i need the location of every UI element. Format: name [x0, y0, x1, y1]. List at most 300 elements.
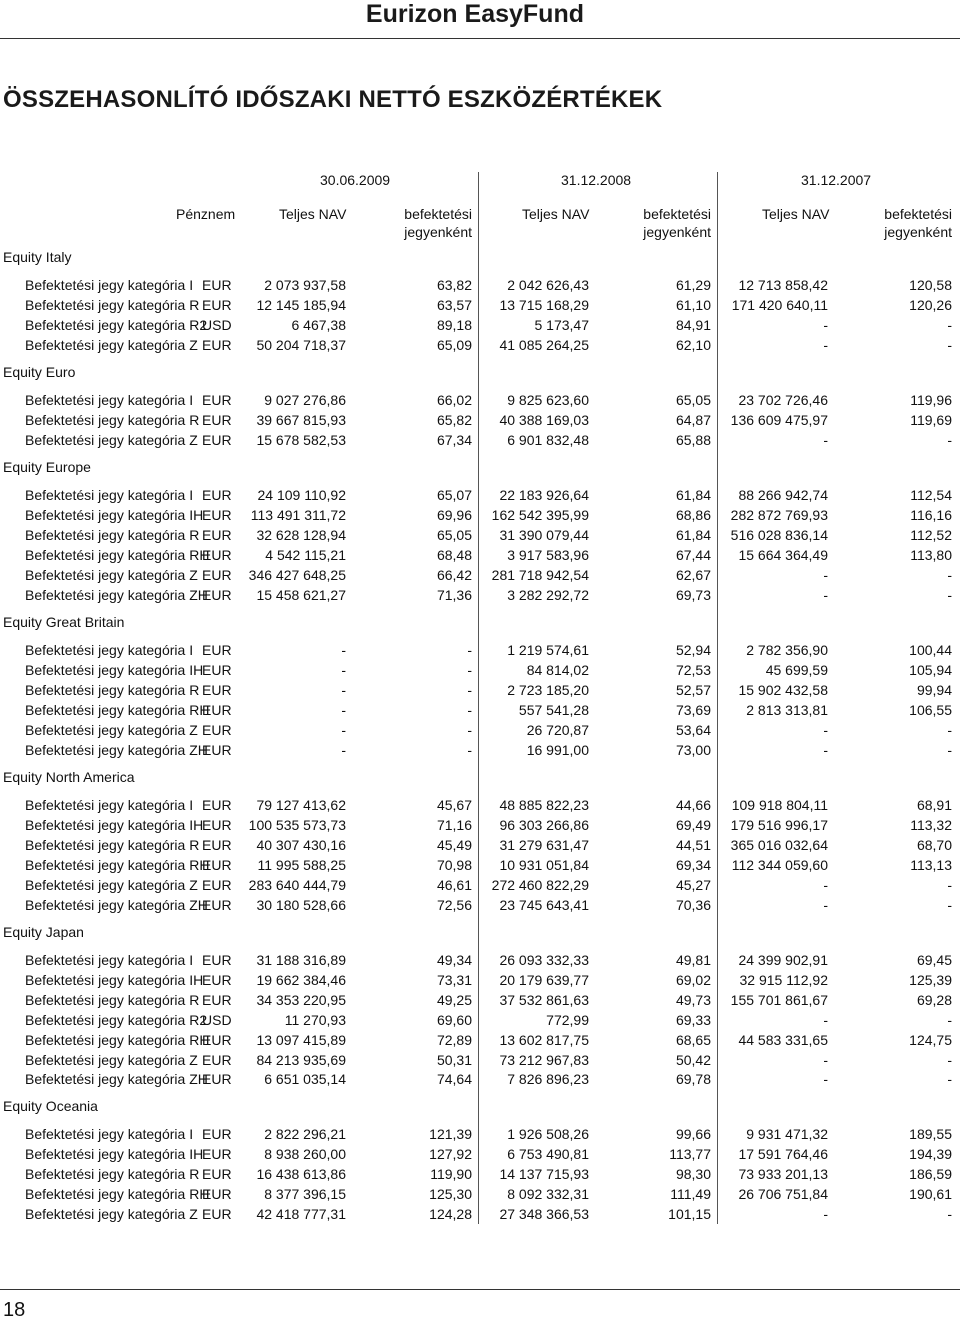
cell-unit-2009: 89,18 [436, 316, 472, 333]
cell-nav-2009: 13 097 415,89 [256, 1031, 346, 1048]
cell-unit-2008: 62,10 [675, 336, 711, 353]
cell-unit-2008: 61,29 [675, 277, 711, 293]
cell-nav-2007: 2 782 356,90 [746, 642, 828, 658]
cell-unit-2007: 113,32 [910, 816, 952, 833]
cell-nav-2009: - [341, 701, 346, 718]
cell-nav-2009: 2 073 937,58 [264, 277, 346, 293]
cell-unit-2009: 65,09 [436, 336, 472, 353]
cell-currency: USD [202, 1011, 232, 1028]
cell-nav-2009: 12 145 185,94 [256, 296, 346, 313]
cell-nav-2008: 14 137 715,93 [499, 1165, 589, 1182]
cell-nav-2008: 6 901 832,48 [507, 431, 589, 448]
cell-currency: EUR [202, 1051, 232, 1068]
cell-nav-2008: 37 532 861,63 [499, 991, 589, 1008]
cell-unit-2008: 72,53 [675, 661, 711, 678]
cell-currency: EUR [202, 296, 232, 313]
col-header-nav-2007: Teljes NAV [762, 206, 830, 222]
cell-unit-2009: 71,16 [436, 816, 472, 833]
cell-category: Befektetési jegy kategória I [25, 1126, 194, 1142]
cell-nav-2008: 557 541,28 [518, 701, 589, 718]
cell-nav-2008: 23 745 643,41 [499, 896, 589, 913]
cell-currency: EUR [202, 701, 232, 718]
cell-category: Befektetési jegy kategória ZH [25, 741, 208, 758]
cell-unit-2009: 66,42 [436, 566, 472, 583]
cell-unit-2007: - [947, 741, 952, 758]
cell-nav-2009: 6 651 035,14 [264, 1071, 346, 1088]
cell-currency: EUR [202, 411, 232, 428]
cell-unit-2009: 63,82 [436, 277, 472, 293]
cell-currency: EUR [202, 661, 232, 678]
cell-nav-2009: 11 995 588,25 [257, 856, 346, 873]
unit-line1: befektetési [404, 206, 472, 222]
cell-unit-2007: 100,44 [909, 642, 952, 658]
cell-unit-2009: 46,61 [436, 876, 472, 893]
cell-nav-2009: 42 418 777,31 [256, 1205, 346, 1222]
cell-unit-2008: 65,88 [675, 431, 711, 448]
cell-unit-2007: 116,16 [910, 506, 952, 523]
cell-unit-2007: 68,91 [916, 797, 952, 813]
cell-category: Befektetési jegy kategória RH [25, 856, 210, 873]
cell-category: Befektetési jegy kategória R [25, 681, 200, 698]
cell-currency: EUR [202, 431, 232, 448]
cell-nav-2008: 31 390 079,44 [499, 526, 589, 543]
cell-unit-2009: 70,98 [436, 856, 472, 873]
cell-currency: EUR [202, 856, 232, 873]
cell-nav-2007: - [823, 1011, 828, 1028]
cell-nav-2008: 48 885 822,23 [499, 797, 589, 813]
cell-unit-2007: 189,55 [909, 1126, 952, 1142]
cell-unit-2009: - [467, 642, 472, 658]
cell-currency: EUR [202, 487, 232, 503]
cell-unit-2007: 124,75 [909, 1031, 952, 1048]
cell-nav-2008: 10 931 051,84 [499, 856, 589, 873]
cell-unit-2008: 69,34 [675, 856, 711, 873]
cell-unit-2009: 49,34 [436, 952, 472, 968]
cell-unit-2008: 73,00 [675, 741, 711, 758]
cell-unit-2007: - [947, 1205, 952, 1222]
cell-nav-2007: 88 266 942,74 [738, 487, 828, 503]
cell-category: Befektetési jegy kategória I [25, 952, 194, 968]
cell-unit-2009: 67,34 [436, 431, 472, 448]
cell-unit-2007: 68,70 [916, 836, 952, 853]
cell-nav-2007: - [823, 876, 828, 893]
cell-unit-2009: 50,31 [436, 1051, 472, 1068]
cell-nav-2008: 73 212 967,83 [499, 1051, 589, 1068]
cell-unit-2008: 64,87 [675, 411, 711, 428]
cell-nav-2008: 41 085 264,25 [499, 336, 589, 353]
cell-unit-2008: 69,33 [675, 1011, 711, 1028]
cell-unit-2008: 68,86 [675, 506, 711, 523]
cell-nav-2009: 8 377 396,15 [264, 1185, 346, 1202]
cell-unit-2008: 49,81 [675, 952, 711, 968]
cell-nav-2007: 365 016 032,64 [730, 836, 828, 853]
cell-nav-2009: 100 535 573,73 [248, 816, 346, 833]
cell-currency: EUR [202, 526, 232, 543]
cell-currency: EUR [202, 1165, 232, 1182]
cell-unit-2007: - [947, 721, 952, 738]
cell-unit-2007: 106,55 [909, 701, 952, 718]
cell-unit-2008: 113,77 [669, 1145, 711, 1162]
cell-nav-2008: 1 926 508,26 [507, 1126, 589, 1142]
cell-nav-2007: 44 583 331,65 [738, 1031, 828, 1048]
cell-nav-2008: 13 602 817,75 [499, 1031, 589, 1048]
cell-nav-2008: 27 348 366,53 [499, 1205, 589, 1222]
cell-category: Befektetési jegy kategória Z [25, 1051, 198, 1068]
page-title: ÖSSZEHASONLÍTÓ IDŐSZAKI NETTÓ ESZKÖZÉRTÉKEK [3, 86, 663, 113]
cell-category: Befektetési jegy kategória RH [25, 701, 210, 718]
cell-unit-2008: 69,02 [675, 971, 711, 988]
cell-category: Befektetési jegy kategória IH [25, 661, 204, 678]
cell-currency: EUR [202, 721, 232, 738]
cell-category: Befektetési jegy kategória R [25, 991, 200, 1008]
cell-unit-2007: - [947, 566, 952, 583]
cell-nav-2007: 179 516 996,17 [730, 816, 828, 833]
cell-nav-2009: - [341, 741, 346, 758]
cell-category: Befektetési jegy kategória I [25, 642, 194, 658]
cell-category: Befektetési jegy kategória IH [25, 506, 204, 523]
cell-nav-2009: 113 491 311,72 [250, 506, 346, 523]
cell-nav-2009: 15 678 582,53 [256, 431, 346, 448]
cell-unit-2009: 63,57 [436, 296, 472, 313]
cell-currency: EUR [202, 392, 232, 408]
cell-nav-2007: 155 701 861,67 [730, 991, 828, 1008]
cell-nav-2008: 2 042 626,43 [507, 277, 589, 293]
cell-nav-2008: 40 388 169,03 [499, 411, 589, 428]
col-header-nav-2008: Teljes NAV [522, 206, 590, 222]
cell-unit-2009: - [467, 701, 472, 718]
cell-unit-2009: 121,39 [429, 1126, 472, 1142]
cell-unit-2008: 44,66 [675, 797, 711, 813]
cell-nav-2008: 5 173,47 [534, 316, 589, 333]
cell-unit-2007: - [947, 1071, 952, 1088]
cell-unit-2009: 74,64 [436, 1071, 472, 1088]
cell-unit-2009: 69,96 [436, 506, 472, 523]
cell-nav-2008: 84 814,02 [526, 661, 589, 678]
cell-category: Befektetési jegy kategória Z [25, 336, 198, 353]
cell-unit-2007: 113,80 [910, 546, 952, 563]
cell-category: Befektetési jegy kategória RH [25, 1185, 210, 1202]
cell-nav-2008: 16 991,00 [526, 741, 589, 758]
unit-line1: befektetési [643, 206, 711, 222]
cell-unit-2007: - [947, 896, 952, 913]
cell-unit-2007: - [947, 1051, 952, 1068]
column-divider [717, 172, 718, 1224]
cell-unit-2009: 65,07 [436, 487, 472, 503]
cell-nav-2009: 4 542 115,21 [265, 546, 346, 563]
cell-nav-2008: 2 723 185,20 [507, 681, 589, 698]
cell-nav-2009: 40 307 430,16 [256, 836, 346, 853]
cell-nav-2008: 3 282 292,72 [507, 586, 589, 603]
cell-nav-2008: 162 542 395,99 [491, 506, 589, 523]
col-header-nav-2009: Teljes NAV [279, 206, 347, 222]
cell-unit-2007: - [947, 876, 952, 893]
section-title: Equity North America [3, 769, 135, 785]
cell-unit-2007: 99,94 [916, 681, 952, 698]
cell-unit-2008: 52,57 [675, 681, 711, 698]
cell-category: Befektetési jegy kategória R2 [25, 1011, 208, 1028]
cell-nav-2009: 39 667 815,93 [256, 411, 346, 428]
cell-currency: EUR [202, 681, 232, 698]
cell-unit-2009: 45,49 [436, 836, 472, 853]
cell-nav-2008: 6 753 490,81 [507, 1145, 589, 1162]
cell-nav-2009: 30 180 528,66 [256, 896, 346, 913]
cell-nav-2009: - [341, 721, 346, 738]
page-number: 18 [3, 1299, 26, 1321]
unit-line2: jegyenként [404, 224, 472, 240]
cell-unit-2007: 120,26 [909, 296, 952, 313]
cell-nav-2007: - [823, 316, 828, 333]
cell-nav-2009: 283 640 444,79 [248, 876, 346, 893]
cell-nav-2009: 32 628 128,94 [256, 526, 346, 543]
cell-nav-2009: 79 127 413,62 [256, 797, 346, 813]
cell-category: Befektetési jegy kategória IH [25, 1145, 204, 1162]
cell-nav-2009: 31 188 316,89 [256, 952, 346, 968]
cell-nav-2009: 11 270,93 [284, 1011, 346, 1028]
cell-category: Befektetési jegy kategória R [25, 411, 200, 428]
date-2007: 31.12.2007 [801, 172, 872, 188]
cell-nav-2009: 346 427 648,25 [248, 566, 346, 583]
cell-currency: EUR [202, 876, 232, 893]
cell-unit-2009: 73,31 [436, 971, 472, 988]
cell-category: Befektetési jegy kategória I [25, 277, 194, 293]
cell-currency: EUR [202, 816, 232, 833]
col-header-currency: Pénznem [176, 206, 236, 222]
unit-line1: befektetési [884, 206, 952, 222]
cell-unit-2008: 69,49 [675, 816, 711, 833]
cell-nav-2007: - [823, 741, 828, 758]
cell-currency: EUR [202, 1031, 232, 1048]
cell-unit-2007: 120,58 [909, 277, 952, 293]
cell-unit-2007: 112,52 [910, 526, 952, 543]
cell-unit-2008: 52,94 [675, 642, 711, 658]
cell-unit-2008: 68,65 [675, 1031, 711, 1048]
column-divider [478, 172, 479, 1224]
cell-unit-2009: - [467, 681, 472, 698]
section-title: Equity Italy [3, 249, 72, 265]
cell-unit-2008: 69,78 [675, 1071, 711, 1088]
cell-unit-2009: 65,82 [436, 411, 472, 428]
cell-nav-2007: 73 933 201,13 [738, 1165, 828, 1182]
cell-unit-2008: 70,36 [675, 896, 711, 913]
cell-currency: EUR [202, 336, 232, 353]
cell-nav-2007: - [823, 586, 828, 603]
cell-nav-2007: 516 028 836,14 [730, 526, 828, 543]
cell-category: Befektetési jegy kategória R [25, 836, 200, 853]
unit-line2: jegyenként [643, 224, 711, 240]
cell-nav-2007: - [823, 1071, 828, 1088]
cell-nav-2007: 112 344 059,60 [731, 856, 828, 873]
cell-unit-2007: 113,13 [910, 856, 952, 873]
cell-unit-2007: 125,39 [909, 971, 952, 988]
cell-unit-2008: 61,84 [675, 487, 711, 503]
cell-unit-2008: 49,73 [675, 991, 711, 1008]
cell-category: Befektetési jegy kategória Z [25, 1205, 198, 1222]
header-divider [0, 38, 960, 39]
cell-currency: EUR [202, 952, 232, 968]
cell-category: Befektetési jegy kategória R [25, 1165, 200, 1182]
cell-unit-2008: 69,73 [675, 586, 711, 603]
cell-nav-2007: 32 915 112,92 [739, 971, 828, 988]
footer-divider [0, 1289, 960, 1290]
cell-nav-2007: - [823, 336, 828, 353]
cell-nav-2008: 272 460 822,29 [491, 876, 589, 893]
cell-nav-2009: 84 213 935,69 [256, 1051, 346, 1068]
cell-nav-2007: 136 609 475,97 [730, 411, 828, 428]
cell-currency: EUR [202, 1185, 232, 1202]
cell-unit-2009: 49,25 [436, 991, 472, 1008]
cell-category: Befektetési jegy kategória Z [25, 566, 198, 583]
cell-nav-2009: 50 204 718,37 [256, 336, 346, 353]
cell-nav-2009: - [341, 661, 346, 678]
cell-unit-2009: 69,60 [436, 1011, 472, 1028]
cell-unit-2008: 53,64 [675, 721, 711, 738]
cell-unit-2009: 72,56 [436, 896, 472, 913]
cell-category: Befektetési jegy kategória ZH [25, 896, 208, 913]
cell-unit-2008: 65,05 [675, 392, 711, 408]
cell-nav-2007: - [823, 1051, 828, 1068]
cell-unit-2009: 125,30 [429, 1185, 472, 1202]
cell-category: Befektetési jegy kategória R [25, 526, 200, 543]
cell-currency: EUR [202, 277, 232, 293]
cell-unit-2008: 61,84 [675, 526, 711, 543]
cell-unit-2008: 99,66 [675, 1126, 711, 1142]
cell-currency: USD [202, 316, 232, 333]
col-header-unit-2009 [404, 205, 472, 241]
cell-nav-2009: 2 822 296,21 [264, 1126, 346, 1142]
cell-nav-2007: 9 931 471,32 [746, 1126, 828, 1142]
cell-nav-2007: 15 664 364,49 [738, 546, 828, 563]
cell-unit-2009: 119,90 [430, 1165, 472, 1182]
cell-nav-2007: - [823, 431, 828, 448]
cell-currency: EUR [202, 546, 232, 563]
cell-nav-2008: 772,99 [546, 1011, 589, 1028]
cell-category: Befektetési jegy kategória RH [25, 546, 210, 563]
unit-line2: jegyenként [884, 224, 952, 240]
cell-nav-2008: 96 303 266,86 [499, 816, 589, 833]
cell-currency: EUR [202, 797, 232, 813]
cell-unit-2007: 69,45 [916, 952, 952, 968]
section-title: Equity Euro [3, 364, 76, 380]
cell-unit-2007: 194,39 [909, 1145, 952, 1162]
cell-unit-2007: 105,94 [909, 661, 952, 678]
cell-nav-2007: - [823, 721, 828, 738]
cell-nav-2007: 24 399 902,91 [738, 952, 828, 968]
cell-nav-2007: 171 420 640,11 [731, 296, 828, 313]
cell-category: Befektetési jegy kategória IH [25, 971, 204, 988]
cell-unit-2008: 44,51 [675, 836, 711, 853]
cell-unit-2009: - [467, 721, 472, 738]
cell-currency: EUR [202, 642, 232, 658]
cell-unit-2007: - [947, 586, 952, 603]
cell-nav-2007: 23 702 726,46 [738, 392, 828, 408]
date-2009: 30.06.2009 [320, 172, 391, 188]
cell-unit-2008: 45,27 [675, 876, 711, 893]
cell-unit-2009: 71,36 [436, 586, 472, 603]
cell-nav-2009: 19 662 384,46 [256, 971, 346, 988]
cell-unit-2008: 101,15 [668, 1205, 711, 1222]
cell-unit-2008: 84,91 [675, 316, 711, 333]
cell-nav-2009: 16 438 613,86 [256, 1165, 346, 1182]
cell-nav-2008: 1 219 574,61 [507, 642, 589, 658]
cell-nav-2007: 12 713 858,42 [738, 277, 828, 293]
cell-unit-2007: 112,54 [910, 487, 952, 503]
cell-nav-2007: - [823, 896, 828, 913]
cell-unit-2008: 67,44 [675, 546, 711, 563]
cell-nav-2007: 26 706 751,84 [738, 1185, 828, 1202]
cell-unit-2009: 72,89 [436, 1031, 472, 1048]
section-title: Equity Japan [3, 924, 84, 940]
cell-category: Befektetési jegy kategória I [25, 392, 194, 408]
cell-nav-2008: 20 179 639,77 [499, 971, 589, 988]
cell-currency: EUR [202, 506, 232, 523]
section-title: Equity Europe [3, 459, 91, 475]
cell-currency: EUR [202, 1071, 232, 1088]
cell-nav-2007: 45 699,59 [765, 661, 828, 678]
cell-nav-2008: 8 092 332,31 [507, 1185, 589, 1202]
cell-nav-2007: 17 591 764,46 [738, 1145, 828, 1162]
col-header-unit-2007 [884, 205, 952, 241]
cell-currency: EUR [202, 566, 232, 583]
cell-unit-2008: 111,49 [670, 1185, 711, 1202]
cell-unit-2007: - [947, 316, 952, 333]
cell-category: Befektetési jegy kategória Z [25, 721, 198, 738]
cell-unit-2007: 186,59 [909, 1165, 952, 1182]
cell-currency: EUR [202, 971, 232, 988]
cell-nav-2007: - [823, 566, 828, 583]
cell-unit-2009: - [467, 661, 472, 678]
cell-nav-2008: 26 720,87 [526, 721, 589, 738]
cell-nav-2008: 281 718 942,54 [491, 566, 589, 583]
cell-unit-2008: 73,69 [675, 701, 711, 718]
cell-nav-2008: 7 826 896,23 [507, 1071, 589, 1088]
section-title: Equity Great Britain [3, 614, 125, 630]
cell-unit-2009: 45,67 [436, 797, 472, 813]
cell-unit-2009: 127,92 [429, 1145, 472, 1162]
date-2008: 31.12.2008 [561, 172, 632, 188]
cell-unit-2009: 68,48 [436, 546, 472, 563]
cell-unit-2007: - [947, 336, 952, 353]
cell-unit-2007: - [947, 431, 952, 448]
cell-nav-2008: 31 279 631,47 [499, 836, 589, 853]
cell-currency: EUR [202, 586, 232, 603]
cell-category: Befektetési jegy kategória R2 [25, 316, 208, 333]
cell-category: Befektetési jegy kategória RH [25, 1031, 210, 1048]
cell-currency: EUR [202, 741, 232, 758]
cell-category: Befektetési jegy kategória ZH [25, 1071, 208, 1088]
cell-currency: EUR [202, 1205, 232, 1222]
cell-unit-2007: 119,69 [910, 411, 952, 428]
cell-currency: EUR [202, 991, 232, 1008]
cell-nav-2009: - [341, 642, 346, 658]
cell-nav-2007: 15 902 432,58 [738, 681, 828, 698]
cell-unit-2008: 50,42 [675, 1051, 711, 1068]
cell-nav-2009: 8 938 260,00 [264, 1145, 346, 1162]
cell-nav-2007: 282 872 769,93 [730, 506, 828, 523]
cell-category: Befektetési jegy kategória I [25, 487, 194, 503]
cell-currency: EUR [202, 836, 232, 853]
cell-nav-2008: 22 183 926,64 [499, 487, 589, 503]
cell-category: Befektetési jegy kategória I [25, 797, 194, 813]
cell-unit-2009: 124,28 [429, 1205, 472, 1222]
cell-nav-2007: 109 918 804,11 [731, 797, 828, 813]
cell-category: Befektetési jegy kategória IH [25, 816, 204, 833]
cell-category: Befektetési jegy kategória Z [25, 876, 198, 893]
cell-unit-2009: 66,02 [436, 392, 472, 408]
cell-category: Befektetési jegy kategória ZH [25, 586, 208, 603]
cell-nav-2009: - [341, 681, 346, 698]
cell-nav-2007: - [823, 1205, 828, 1222]
cell-nav-2008: 26 093 332,33 [499, 952, 589, 968]
